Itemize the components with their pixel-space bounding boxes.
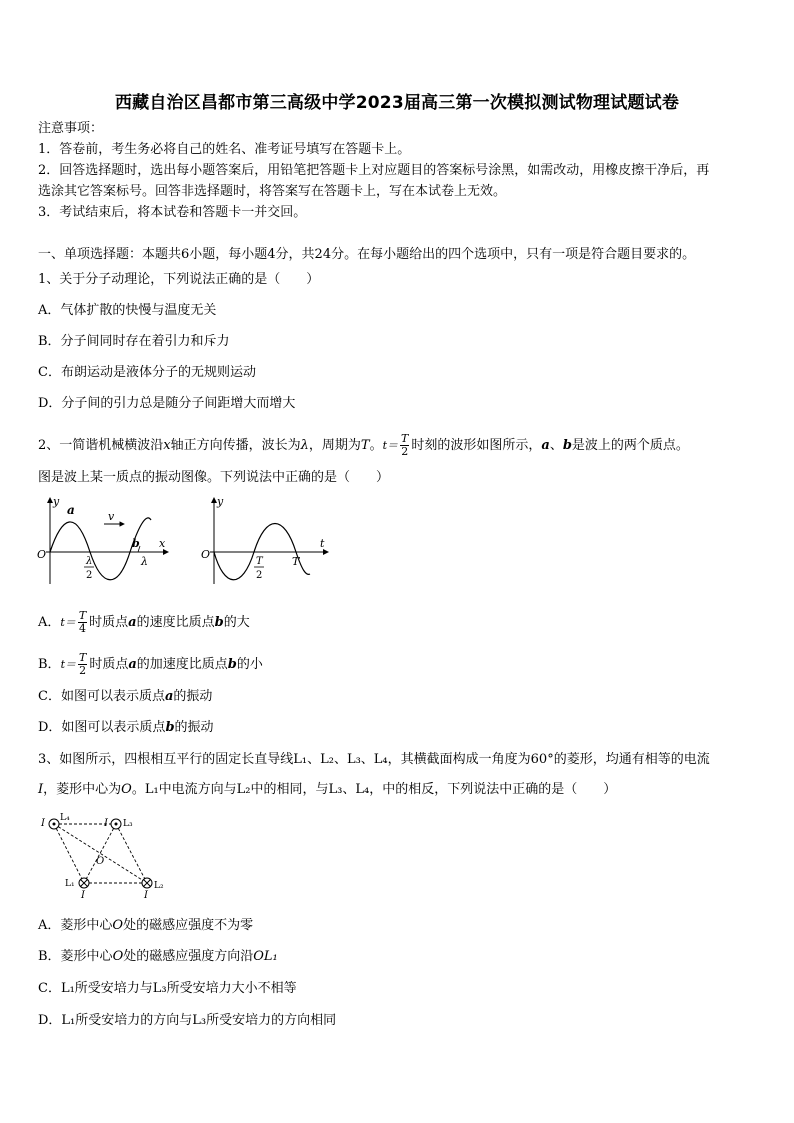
notice-item-3: 3．考试结束后，将本试卷和答题卡一并交回。 <box>38 205 307 220</box>
q2-lambda-symbol: λ <box>300 438 309 453</box>
q1-option-d: D．分子间的引力总是随分子间距增大而增大 <box>38 396 296 411</box>
q3-stem-line2 <box>38 782 616 798</box>
q2-period-symbol: T <box>360 438 370 453</box>
q2-stem-text: 。 <box>369 438 383 453</box>
q2-stem-text: 轴正方向传播，波长为 <box>170 438 301 453</box>
q2-stem-text: 时刻的波形如图所示， <box>411 438 542 453</box>
lambda-label: λ <box>141 555 148 568</box>
fraction-denominator: 2 <box>401 445 409 458</box>
t-label: t <box>320 537 325 550</box>
velocity-label: v <box>108 510 115 523</box>
y-label: y <box>53 495 60 508</box>
notice-item-1: 1．答卷前，考生务必将自己的姓名、准考证号填写在答题卡上。 <box>38 142 411 157</box>
option-text: 的振动 <box>174 720 214 735</box>
option-text: 的小 <box>236 657 263 672</box>
q1-option-b: B．分子间同时存在着引力和斥力 <box>38 334 230 349</box>
direction-symbol: OL₁ <box>253 949 278 964</box>
time-eq: t＝ <box>60 658 76 671</box>
q2-separator: 、 <box>549 438 563 453</box>
option-prefix: A． <box>38 615 61 630</box>
fraction-denominator: 2 <box>79 664 87 677</box>
center-symbol: O <box>112 918 124 933</box>
fraction-numerator: T <box>78 609 87 622</box>
current-label-l3: I <box>104 818 108 829</box>
fraction-numerator: T <box>401 432 409 445</box>
half-period-den: 2 <box>256 570 263 581</box>
l1-label: L₁ <box>65 879 75 889</box>
l4-label: L₄ <box>60 813 70 823</box>
notice-item-2-cont: 选涂其它答案标号。回答非选择题时，将答案写在答题卡上，写在本试卷上无效。 <box>38 184 507 199</box>
point-b: b <box>227 657 237 672</box>
origin-label: O <box>37 548 47 561</box>
q2-option-d <box>38 720 214 736</box>
time-eq: t＝ <box>60 616 76 629</box>
point-b-label: b <box>132 537 140 550</box>
option-text: 的速度比质点 <box>136 615 215 630</box>
point-a: a <box>164 689 174 704</box>
q2-waveform-graph <box>34 494 174 586</box>
x-label: x <box>159 537 166 550</box>
q2-option-c <box>38 689 212 705</box>
q3-option-c: C．L₁所受安培力与L₃所受安培力大小不相等 <box>38 981 297 996</box>
q2-stem <box>38 433 689 458</box>
q2-stem-line2: 图是波上某一质点的振动图像。下列说法中正确的是（ ） <box>38 470 390 485</box>
fraction-numerator: T <box>78 651 87 664</box>
current-symbol: I <box>38 782 44 797</box>
point-b: b <box>165 720 175 735</box>
option-text: 的加速度比质点 <box>136 657 228 672</box>
notice-heading: 注意事项： <box>38 121 104 136</box>
q3-option-a <box>38 918 253 934</box>
current-label-l2: I <box>144 890 148 900</box>
origin-label: O <box>201 548 211 561</box>
q2-stem-text: 是波上的两个质点。 <box>571 438 689 453</box>
point-a: a <box>128 657 137 672</box>
page-title: 西藏自治区昌都市第三高级中学2023届高三第一次模拟测试物理试题试卷 <box>114 93 680 113</box>
option-prefix: B． <box>38 657 61 672</box>
stem-text: 。L₁中电流方向与L₂中的相同，与L₃、L₄，中的相反，下列说法中正确的是（ ） <box>131 782 617 797</box>
point-a: a <box>128 615 137 630</box>
q2-point-b: b <box>562 438 572 453</box>
option-text: 时质点 <box>89 657 129 672</box>
current-label-l4: I <box>41 818 45 829</box>
q2-option-a <box>38 610 250 635</box>
period-label: T <box>292 555 300 568</box>
half-lambda-den: 2 <box>86 570 93 581</box>
fraction-denominator: 4 <box>78 622 86 635</box>
stem-text: ，菱形中心为 <box>43 782 122 797</box>
q3-stem-line1: 3、如图所示，四根相互平行的固定长直导线L₁、L₂、L₃、L₄，其横截面构成一角度为60°的菱形，均通有相等的电流 <box>38 752 710 767</box>
option-text: 的振动 <box>173 689 213 704</box>
q3-option-d: D．L₁所受安培力的方向与L₃所受安培力的方向相同 <box>38 1013 337 1028</box>
q2-point-a: a <box>541 438 550 453</box>
option-text: D．如图可以表示质点 <box>38 720 166 735</box>
q1-stem: 1、关于分子动理论，下列说法正确的是（ ） <box>38 272 320 287</box>
option-text: C．如图可以表示质点 <box>38 689 165 704</box>
q2-option-b <box>38 652 263 677</box>
q2-time-eq: t＝ <box>382 439 399 452</box>
l2-label: L₂ <box>154 881 164 891</box>
q3-option-b <box>38 949 278 965</box>
time-fraction <box>78 652 87 677</box>
option-text: A．菱形中心 <box>38 918 113 933</box>
y-label: y <box>217 495 224 508</box>
center-symbol: O <box>121 782 132 797</box>
point-a-label: a <box>67 503 75 517</box>
option-text: 时质点 <box>89 615 129 630</box>
time-fraction <box>78 610 87 635</box>
option-text: 处的磁感应强度方向沿 <box>123 949 254 964</box>
q2-time-fraction <box>400 433 409 458</box>
q1-option-c: C．布朗运动是液体分子的无规则运动 <box>38 365 256 380</box>
l3-label: L₃ <box>123 819 133 829</box>
q2-stem-text: 2、一简谐机械横波沿 <box>38 438 164 453</box>
point-b: b <box>214 615 224 630</box>
notice-item-2: 2．回答选择题时，选出每小题答案后，用铅笔把答题卡上对应题目的答案标号涂黑，如需改动，用橡皮擦干净后，再 <box>38 163 710 178</box>
section-heading: 一、单项选择题：本题共6小题，每小题4分，共24分。在每小题给出的四个选项中，只有一项是符合题目要求的。 <box>38 247 696 262</box>
current-label-l1: I <box>81 890 85 900</box>
q2-stem-text: ，周期为 <box>308 438 361 453</box>
half-period-num: T <box>256 556 263 567</box>
center-symbol: O <box>112 949 124 964</box>
q1-option-a: A．气体扩散的快慢与温度无关 <box>38 303 217 318</box>
q3-rhombus-diagram <box>36 808 176 900</box>
option-text: 的大 <box>223 615 250 630</box>
q2-vibration-graph <box>198 494 333 586</box>
half-lambda-num: λ <box>86 556 93 567</box>
center-label: O <box>96 856 105 867</box>
option-text: 处的磁感应强度不为零 <box>123 918 254 933</box>
q2-x-symbol: x <box>163 438 171 453</box>
option-text: B．菱形中心 <box>38 949 113 964</box>
